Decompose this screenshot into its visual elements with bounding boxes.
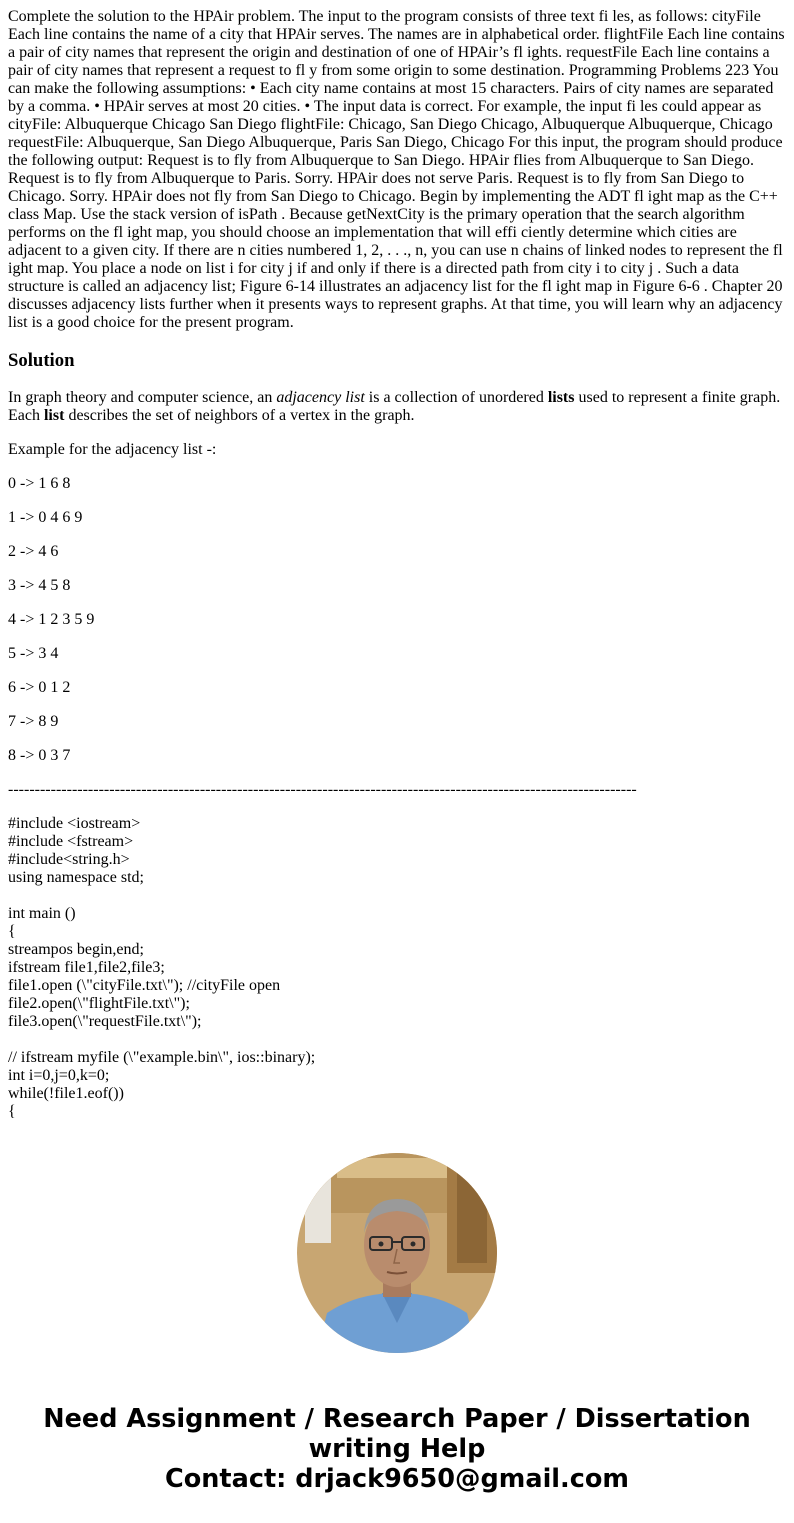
- definition-bold-list: list: [43, 407, 65, 424]
- solution-heading: Solution: [8, 350, 75, 371]
- code-line: file2.open(\"flightFile.txt\");: [8, 995, 190, 1012]
- code-line: // ifstream myfile (\"example.bin\", ios::binary);: [8, 1049, 316, 1066]
- code-blank-line: [8, 1031, 786, 1049]
- problem-statement: Complete the solution to the HPAir problem. The input to the program consists of three text fi les, as follows: cityFile Each line contains the name of a city that HPAir serves. The names are in alphabetical order. flightFile Each line contains a pair of city names that represent the origin and destination of one of HPAir’s fl ights. requestFile Each line contains a pair of city names that represent a request to fl y from some origin to some destination. Programming Problems 223 You can make the following assumptions: • Each city name contains at most 15 characters. Pairs of city names are separated by a comma. • HPAir serves at most 20 cities. • The input data is correct. For example, the input fi les could appear as cityFile: Albuquerque Chicago San Diego flightFile: Chicago, San Diego Chicago, Albuquerque Albuquerque, Chicago requestFile: Albuquerque, San Diego Albuquerque, Paris San Diego, Chicago For this input, the program should produce the following output: Request is to fly from Albuquerque to San Diego. HPAir flies from Albuquerque to San Diego. Request is to fly from Albuquerque to Paris. Sorry. HPAir does not serve Paris. Request is to fly from San Diego to Chicago. Sorry. HPAir does not fly from San Diego to Chicago. Begin by implementing the ADT fl ight map as the C++ class Map. Use the stack version of isPath . Because getNextCity is the primary operation that the search algorithm performs on the fl ight map, you should choose an implementation that will effi ciently determine which cities are adjacent to a given city. If there are n cities numbered 1, 2, . . ., n, you can use n chains of linked nodes to represent the fl ight map. You place a node on list i for city j if and only if there is a directed path from city i to city j . Such a data structure is called an adjacency list; Figure 6-14 illustrates an adjacency list for the fl ight map in Figure 6-6 . Chapter 20 discusses adjacency lists further when it presents ways to represent graphs. At that time, you will learn why an adjacency list is a good choice for the present program.: [8, 8, 785, 331]
- adjacency-line: 3 -> 4 5 8: [8, 577, 71, 594]
- definition-paragraph: [8, 389, 786, 425]
- example-intro: Example for the adjacency list -:: [8, 441, 217, 458]
- code-line: {: [8, 923, 16, 940]
- footer-banner: [0, 1404, 794, 1494]
- code-line: file3.open(\"requestFile.txt\");: [8, 1013, 202, 1030]
- code-block: [8, 815, 786, 1121]
- adjacency-line: 5 -> 3 4: [8, 645, 59, 662]
- code-line: file1.open (\"cityFile.txt\"); //cityFile open: [8, 977, 281, 994]
- author-avatar: [297, 1153, 497, 1353]
- code-line: int main (): [8, 905, 76, 922]
- definition-part4: describes the set of neighbors of a vertex in the graph.: [64, 407, 415, 424]
- definition-term: adjacency list: [276, 389, 365, 406]
- code-line: using namespace std;: [8, 869, 144, 886]
- definition-part3: used to represent a finite graph. Each: [8, 389, 781, 424]
- code-line: #include <fstream>: [8, 833, 134, 850]
- code-line: ifstream file1,file2,file3;: [8, 959, 165, 976]
- adjacency-line: 6 -> 0 1 2: [8, 679, 71, 696]
- adjacency-line: 1 -> 0 4 6 9: [8, 509, 83, 526]
- document-body: [8, 8, 786, 1121]
- code-line: int i=0,j=0,k=0;: [8, 1067, 110, 1084]
- footer-line-1: Need Assignment / Research Paper / Dissertation: [43, 1404, 751, 1434]
- definition-bold-lists: lists: [547, 389, 575, 406]
- adjacency-line: 2 -> 4 6: [8, 543, 59, 560]
- adjacency-line: 7 -> 8 9: [8, 713, 59, 730]
- footer-contact: Contact: drjack9650@gmail.com: [165, 1464, 629, 1494]
- code-line: streampos begin,end;: [8, 941, 144, 958]
- footer-line-2: writing Help: [308, 1434, 486, 1464]
- definition-part2: is a collection of unordered: [364, 389, 548, 406]
- definition-part1: In graph theory and computer science, an: [8, 389, 277, 406]
- separator-line: ----------------------------------------------------------------------------------------------------------------------: [8, 781, 637, 798]
- adjacency-line: 8 -> 0 3 7: [8, 747, 71, 764]
- adjacency-line: 4 -> 1 2 3 5 9: [8, 611, 95, 628]
- code-blank-line: [8, 887, 786, 905]
- code-line: #include <iostream>: [8, 815, 141, 832]
- code-line: {: [8, 1103, 16, 1120]
- author-portrait-image: [297, 1153, 497, 1353]
- adjacency-line: 0 -> 1 6 8: [8, 475, 71, 492]
- code-line: #include<string.h>: [8, 851, 130, 868]
- code-line: while(!file1.eof()): [8, 1085, 124, 1102]
